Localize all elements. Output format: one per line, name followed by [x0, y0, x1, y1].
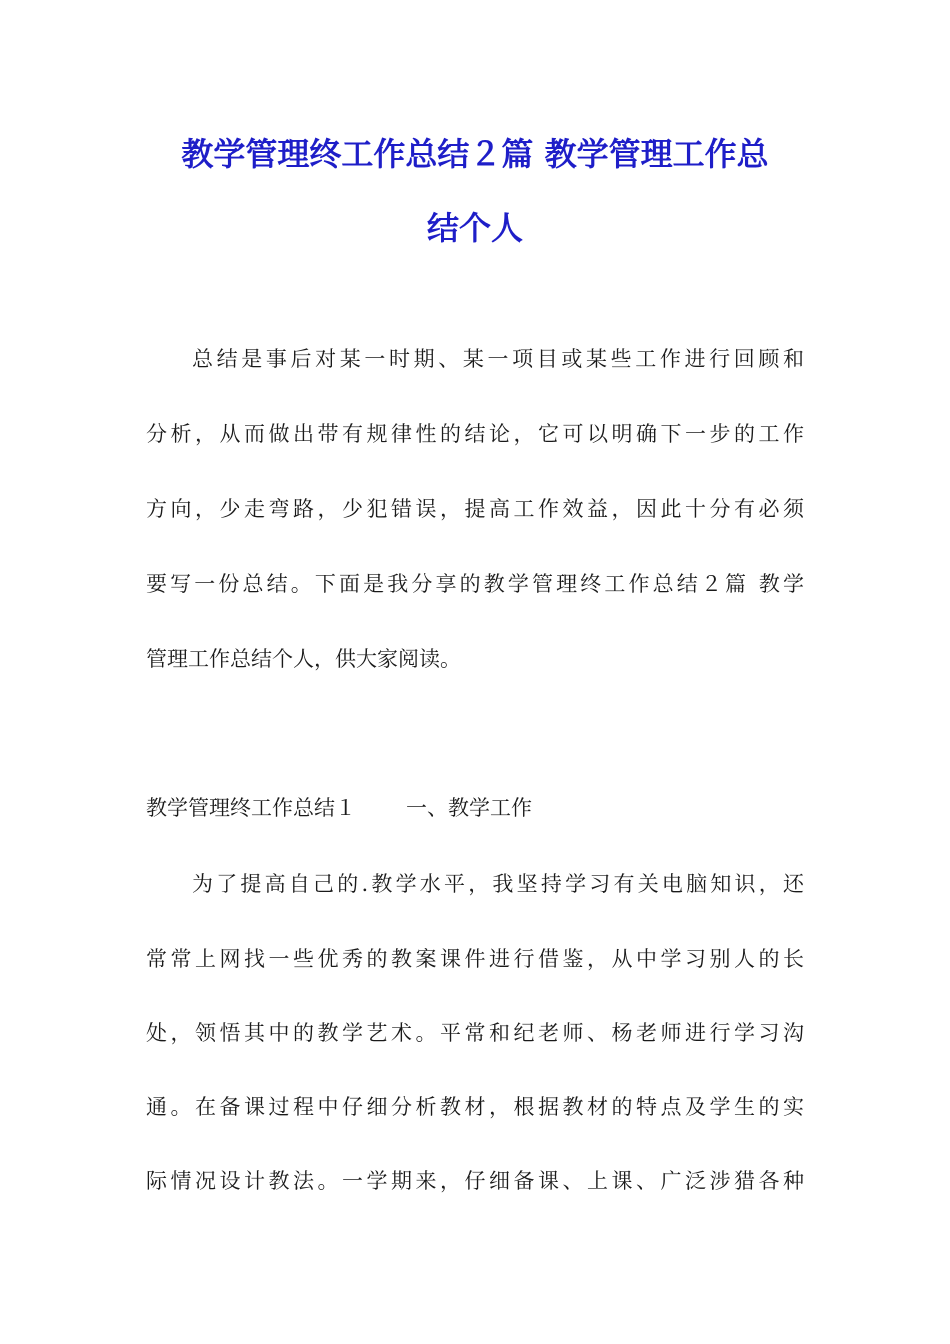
body-line-2: 常常上网找一些优秀的教案课件进行借鉴，从中学习别人的长 — [146, 947, 804, 971]
section-heading — [146, 794, 532, 822]
intro-line-5: 管理工作总结个人，供大家阅读。 — [146, 647, 461, 671]
intro-line-4: 要写一份总结。下面是我分享的教学管理终工作总结２篇 教学 — [146, 572, 804, 596]
section-title: 教学管理终工作总结１ — [146, 796, 356, 820]
document-title-line-2: 结个人 — [426, 209, 523, 247]
document-title-line-1: 教学管理终工作总结２篇 教学管理工作总 — [181, 135, 769, 173]
body-line-1: 为了提高自己的.教学水平，我坚持学习有关电脑知识，还 — [192, 872, 804, 896]
intro-line-3: 方向，少走弯路，少犯错误，提高工作效益，因此十分有必须 — [146, 497, 804, 521]
body-line-5: 际情况设计教法。一学期来，仔细备课、上课、广泛涉猎各种 — [146, 1169, 804, 1193]
body-line-3: 处，领悟其中的教学艺术。平常和纪老师、杨老师进行学习沟 — [146, 1021, 804, 1045]
intro-line-2: 分析，从而做出带有规律性的结论，它可以明确下一步的工作 — [146, 422, 804, 446]
intro-line-1: 总结是事后对某一时期、某一项目或某些工作进行回顾和 — [192, 347, 804, 371]
body-line-4: 通。在备课过程中仔细分析教材，根据教材的特点及学生的实 — [146, 1095, 804, 1119]
section-subtitle: 一、教学工作 — [406, 796, 532, 820]
